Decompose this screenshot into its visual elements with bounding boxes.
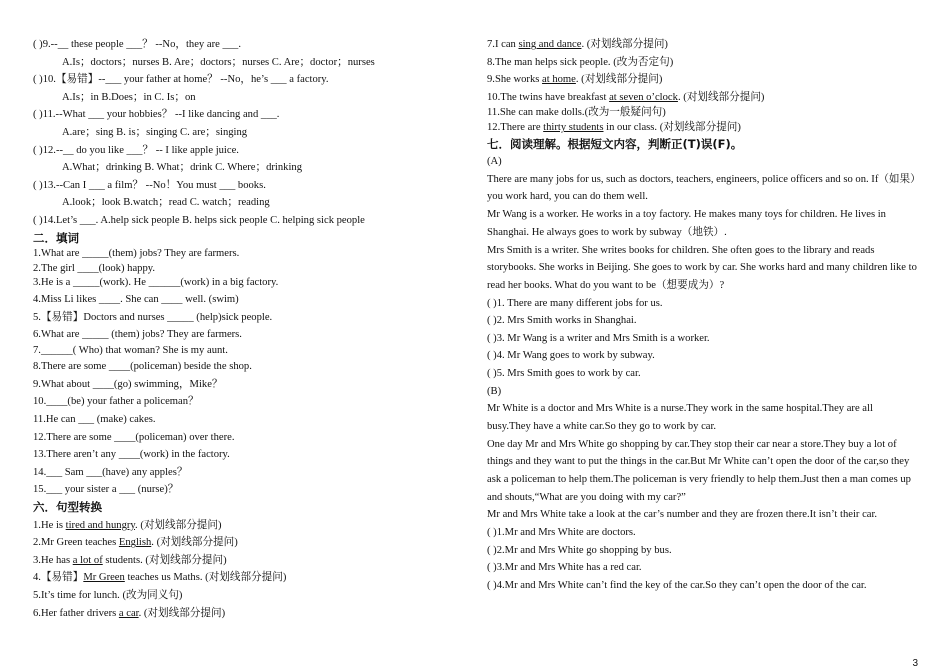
question-11: ( )11.--What ___ your hobbies？ --I like dancing and ___.: [33, 109, 280, 121]
fill-item: 10.____(be) your father a policeman？: [33, 396, 199, 408]
tf-question: ( )2.Mr and Mrs White go shopping by bus.: [487, 544, 672, 556]
question-13: ( )13.--Can I ___ a film？ --No！You must ___ books.: [33, 179, 266, 191]
passage-a-paragraph: Mr Wang is a worker. He works in a toy factory. He makes many toys for children. He lives in Shanghai. He always goes to work by subway（地铁）.: [487, 209, 886, 238]
transform-item: 7.I can sing and dance. (对划线部分提问): [487, 39, 668, 50]
fill-item: 3.He is a _____(work). He ______(work) in a big factory.: [33, 277, 279, 289]
tf-question: ( )2. Mrs Smith works in Shanghai.: [487, 315, 637, 327]
question-14: ( )14.Let’s ___. A.help sick people B. helps sick people C. helping sick people: [33, 214, 365, 226]
transform-item: 12.There are thirty students in our class. (对划线部分提问): [487, 121, 741, 133]
transform-item: 10.The twins have breakfast at seven o’clock. (对划线部分提问): [487, 91, 765, 103]
fill-item: 14.___ Sam ___(have) any apples？: [33, 466, 188, 478]
transform-section-title: 六．句型转换: [33, 500, 102, 515]
fill-item: 13.There aren’t any ____(work) in the factory.: [33, 449, 230, 461]
fill-item: 6.What are _____ (them) jobs? They are farmers.: [33, 329, 242, 341]
passage-a-paragraph: Mrs Smith is a writer. She writes books for children. She often goes to the library and reads storybooks. She works in Beijing. She goes to work by car. She works hard and many children like to read her books. What do you want to be（想要成为）?: [487, 244, 917, 291]
fill-item: 8.There are some ____(policeman) beside the shop.: [33, 361, 252, 373]
question-11-options: A.are；sing B. is；singing C. are；singing: [62, 126, 248, 138]
passage-a-paragraph: There are many jobs for us, such as doctors, teachers, engineers, police officers and so on. If（如果）you work hard, you can do them well.: [487, 173, 916, 203]
fill-item: 12.There are some ____(policeman) over there.: [33, 431, 235, 443]
question-12-options: A.What；drinking B. What；drink C. Where；drinking: [62, 162, 302, 174]
passage-b-paragraph: One day Mr and Mrs White go shopping by car.They stop their car near a store.They buy a lot of things and they want to put the things in the car.But Mr White can’t open the door of the car,so they ask a policeman to help them.The policeman is very friendly to help them.Just then a man comes up and shouts,“What are you doing with my car?”: [487, 438, 911, 503]
transform-item: 3.He has a lot of students. (对划线部分提问): [33, 554, 227, 566]
question-9-options: A.Is；doctors；nurses B. Are；doctors；nurses C. Are；doctor；nurses: [62, 56, 375, 68]
passage-b-paragraph: Mr White is a doctor and Mrs White is a nurse.They work in the same hospital.They are all busy.They have a white car.So they go to work by car.: [487, 403, 873, 432]
question-10: ( )10.【易错】--___ your father at home？ --No，he’s ___ a factory.: [33, 74, 329, 86]
passage-a-label: (A): [487, 156, 502, 168]
reading-section-title: 七．阅读理解。根据短文内容，判断正(T)误(F)。: [487, 136, 743, 151]
fill-item: 7.______( Who) that woman? She is my aunt.: [33, 344, 228, 356]
tf-question: ( )1. There are many different jobs for us.: [487, 297, 663, 309]
transform-item: 2.Mr Green teaches English. (对划线部分提问): [33, 537, 238, 549]
transform-item: 8.The man helps sick people. (改为否定句): [487, 56, 674, 68]
question-10-options: A.Is；in B.Does；in C. Is；on: [62, 91, 196, 103]
fill-item: 9.What about ____(go) swimming，Mike？: [33, 378, 223, 390]
fill-section-title: 二．填词: [33, 230, 79, 245]
left-column: [33, 36, 453, 622]
page-number: 3: [912, 658, 918, 669]
transform-item: 4.【易错】Mr Green teaches us Maths. (对划线部分提问): [33, 572, 287, 584]
fill-item: 5.【易错】Doctors and nurses _____ (help)sick people.: [33, 311, 273, 323]
transform-item: 1.He is tired and hungry. (对划线部分提问): [33, 519, 222, 531]
tf-question: ( )4.Mr and Mrs White can’t find the key of the car.So they can’t open the door of the car.: [487, 579, 867, 591]
passage-b-label: (B): [487, 385, 502, 397]
passage-b-paragraph: Mr and Mrs White take a look at the car’s number and they are frozen there.It isn’t their car.: [487, 509, 878, 521]
tf-question: ( )5. Mrs Smith goes to work by car.: [487, 368, 641, 380]
fill-item: 2.The girl ____(look) happy.: [33, 262, 155, 274]
fill-item: 15.___ your sister a ___ (nurse)？: [33, 484, 179, 496]
transform-item: 5.It’s time for lunch. (改为同义句): [33, 590, 183, 601]
transform-item: 9.She works at home. (对划线部分提问): [487, 74, 663, 86]
tf-question: ( )1.Mr and Mrs White are doctors.: [487, 527, 636, 539]
tf-question: ( )3. Mr Wang is a writer and Mrs Smith is a worker.: [487, 332, 710, 344]
transform-item: 11.She can make dolls.(改为一般疑问句): [487, 107, 666, 119]
tf-question: ( )4. Mr Wang goes to work by subway.: [487, 350, 655, 362]
transform-item: 6.Her father drivers a car. (对划线部分提问): [33, 607, 226, 619]
fill-item: 11.He can ___ (make) cakes.: [33, 414, 156, 426]
question-13-options: A.look；look B.watch；read C. watch；reading: [62, 197, 270, 209]
right-column: [487, 36, 919, 595]
fill-item: 1.What are _____(them) jobs? They are farmers.: [33, 248, 240, 260]
fill-item: 4.Miss Li likes ____. She can ____ well. (swim): [33, 293, 239, 305]
question-9: ( )9.--__ these people ___？ --No，they are ___.: [33, 39, 241, 50]
tf-question: ( )3.Mr and Mrs White has a red car.: [487, 562, 642, 574]
question-12: ( )12.--__ do you like ___？ -- I like apple juice.: [33, 144, 239, 156]
